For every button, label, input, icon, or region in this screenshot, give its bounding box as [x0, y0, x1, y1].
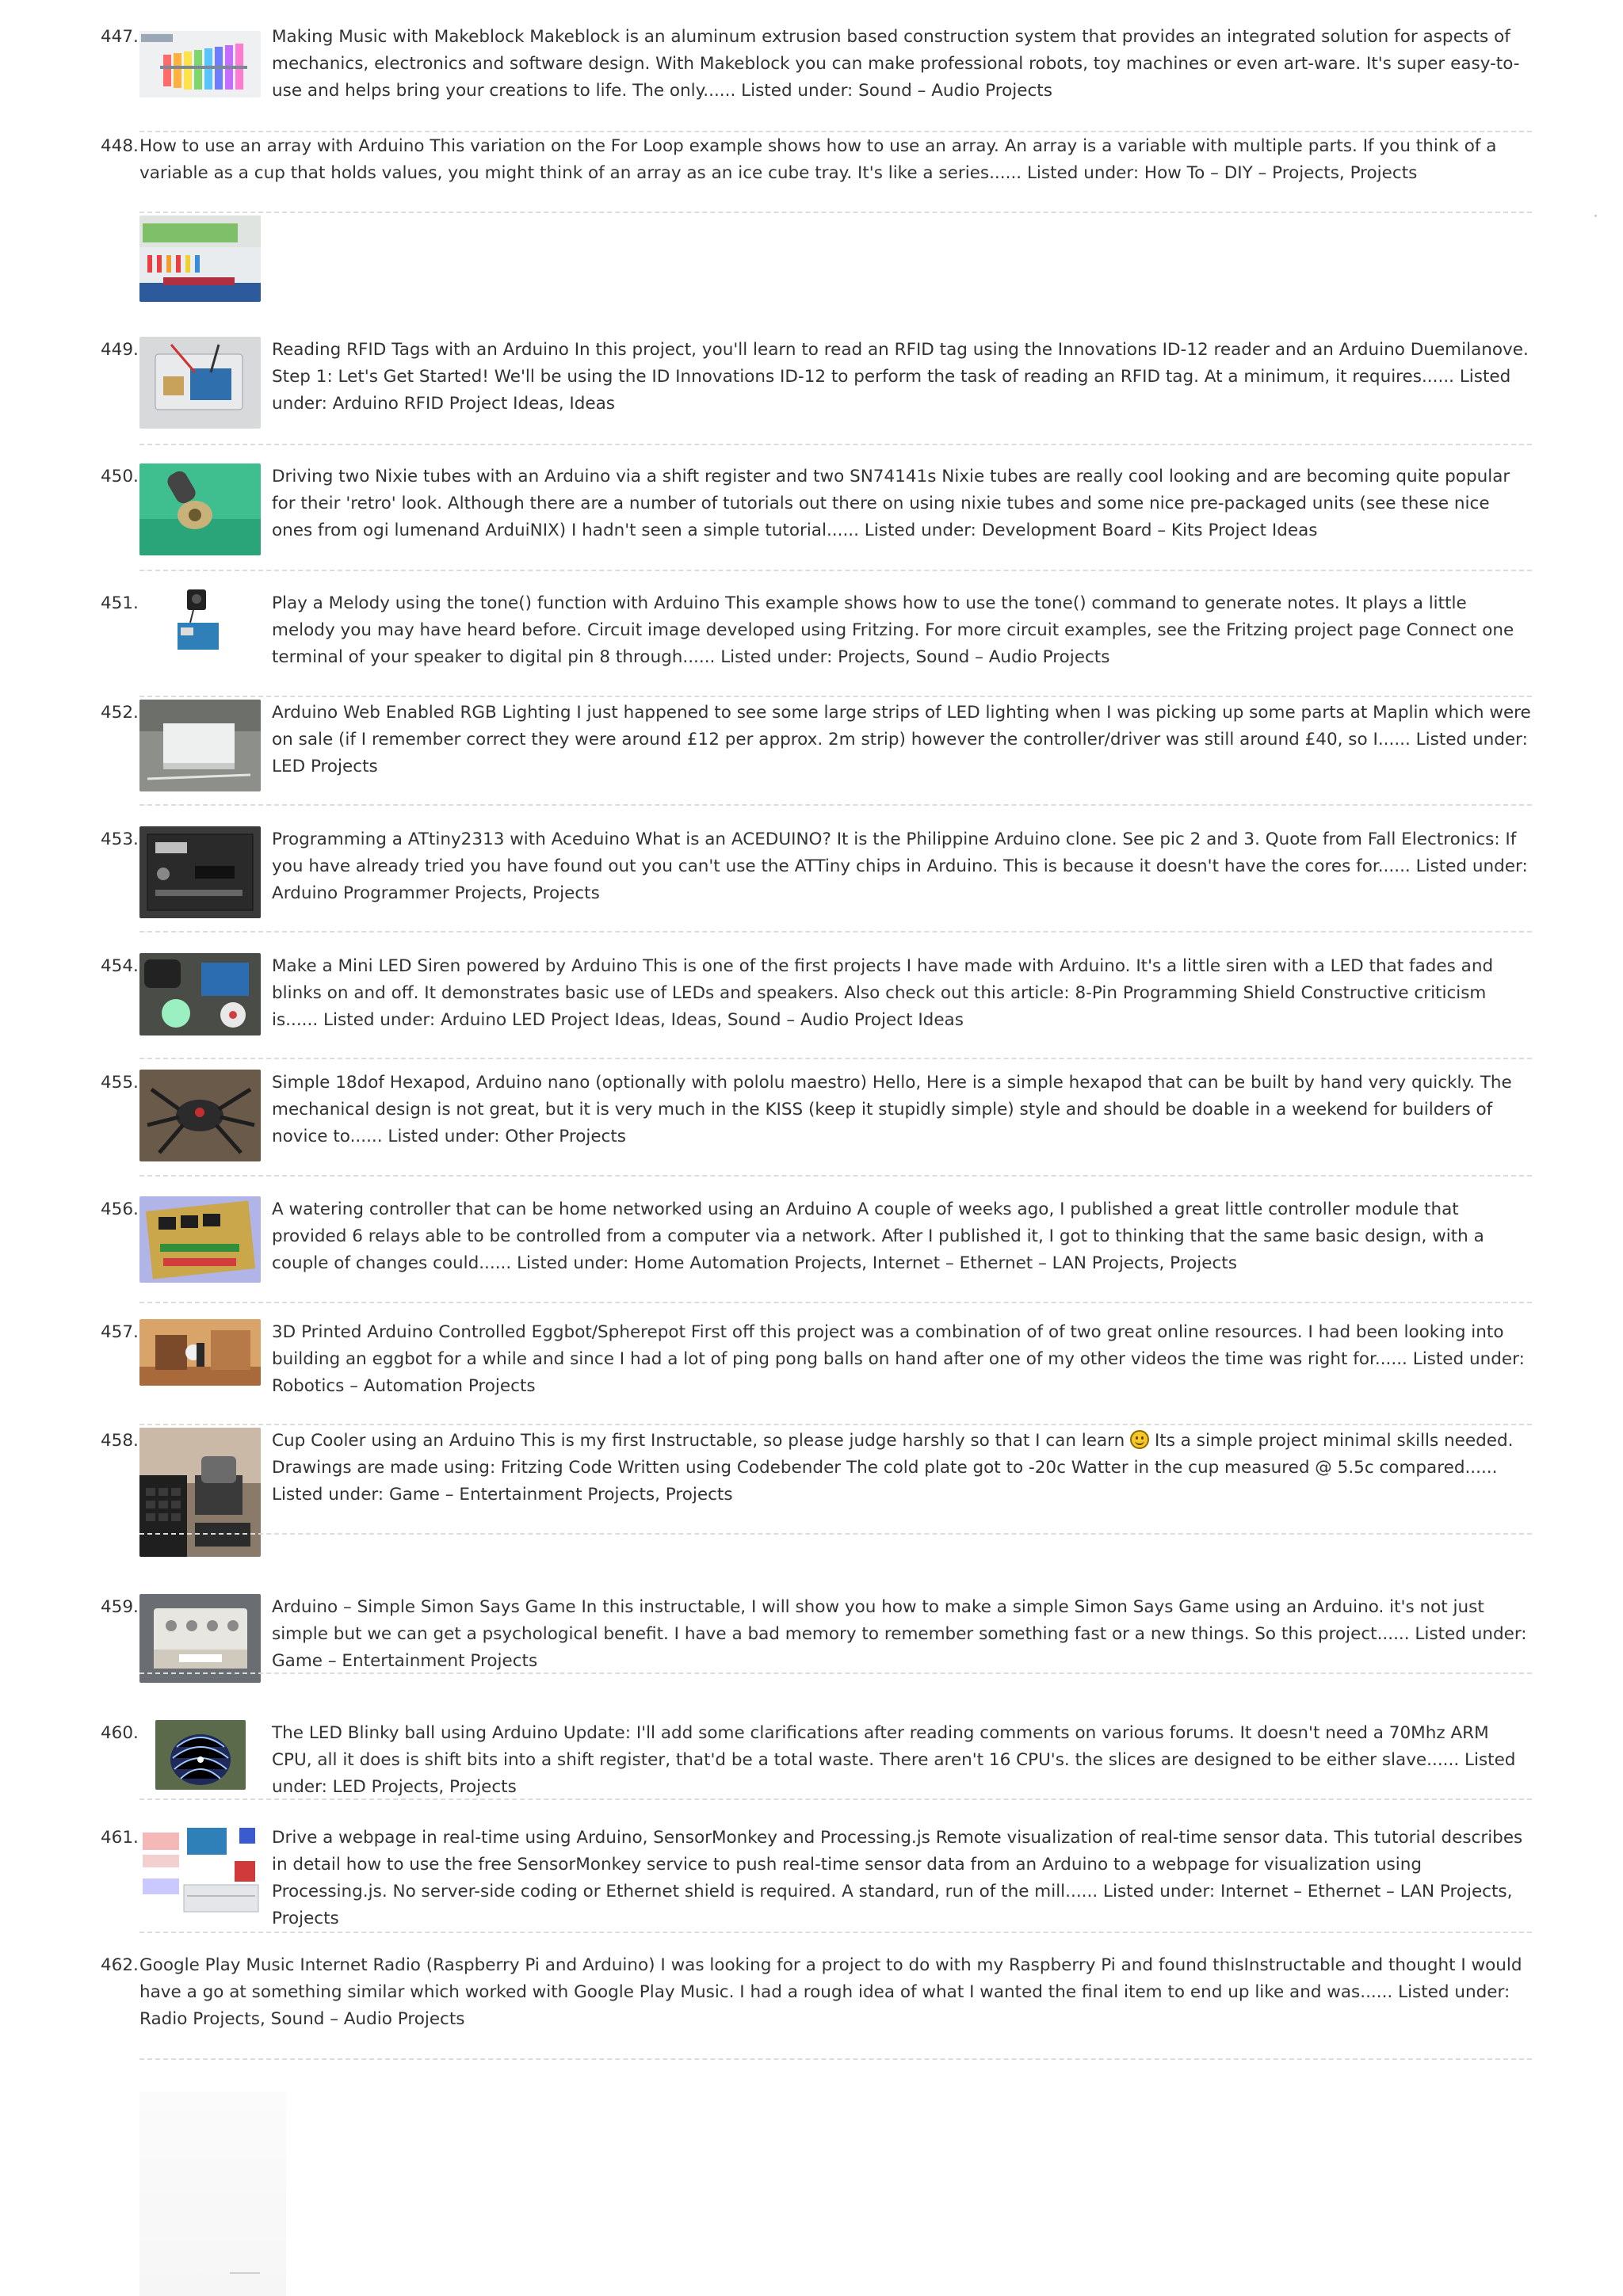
hexapod-thumbnail[interactable] [139, 1070, 261, 1161]
breadboard-leds-thumbnail[interactable] [139, 215, 261, 302]
separator [139, 1672, 1532, 1674]
entry-number: 451. [101, 593, 139, 613]
sensor-dashboard-thumbnail[interactable] [139, 1825, 261, 1917]
speaker-arduino-thumbnail[interactable] [173, 588, 227, 654]
entry-number: 457. [101, 1322, 139, 1342]
rfid-reader-thumbnail[interactable] [139, 337, 261, 429]
entry-text-start: Cup Cooler using an Arduino This is my first Instructable, so please judge harshly so that I can learn [272, 1431, 1125, 1451]
separator [139, 2058, 1532, 2060]
cup-cooler-thumbnail[interactable] [139, 1428, 261, 1557]
white-box-thumbnail[interactable] [139, 700, 261, 791]
entry-number: 460. [101, 1723, 139, 1743]
led-ball-thumbnail[interactable] [155, 1720, 246, 1790]
entry-text[interactable]: 3D Printed Arduino Controlled Eggbot/Spherepot First off this project was a combination of of two great online resources. I had been looking into building an eggbot for a while and since I had a lot of ping pong balls on hand after one of my other videos the time was right for...... Listed under: Robotics – Automation Projects [272, 1322, 1525, 1396]
entry-number: 447. [101, 27, 139, 47]
entry-text[interactable]: Reading RFID Tags with an Arduino In this project, you'll learn to read an RFID tag using the Innovations ID-12 reader and an Arduino Duemilanove. Step 1: Let's Get Started! We'll be using the ID Innovations ID-12 to perform the task of reading an RFID tag. At a minimum, it requires...... Listed under: Arduino RFID Project Ideas, Ideas [272, 340, 1529, 414]
separator [139, 1175, 1532, 1177]
entry-number: 452. [101, 703, 139, 723]
entry-text[interactable]: Programming a ATtiny2313 with Aceduino What is an ACEDUINO? It is the Philippine Arduino clone. See pic 2 and 3. Quote from Fall Electronics: If you have already tried you have found out you can't use the ATTiny chips in Arduino. This is because it doesn't have the cores for...... Listed under: Arduino Programmer Projects, Projects [272, 830, 1528, 903]
separator [139, 804, 1532, 806]
entry-text[interactable]: Arduino – Simple Simon Says Game In this instructable, I will show you how to make a simple Simon Says Game using an Arduino. it's not just simple but we can get a psychological benefit. I have a bad memory to remember something fast or a new things. So this project...... Listed under: Game – Entertainment Projects [272, 1597, 1527, 1671]
entry-text[interactable]: Play a Melody using the tone() function with Arduino This example shows how to use the tone() command to generate notes. It plays a little melody you may have heard before. Circuit image developed using Fritzing. For more circuit examples, see the Fritzing project page Connect one terminal of your speaker to digital pin 8 through...... Listed under: Projects, Sound – Audio Projects [272, 593, 1514, 667]
entry-number: 455. [101, 1073, 139, 1093]
entry-number: 453. [101, 830, 139, 849]
entry-number: 449. [101, 340, 139, 360]
entry-text[interactable]: A watering controller that can be home networked using an Arduino A couple of weeks ago, I published a great little controller module that provided 6 relays able to be controlled from a computer via a network. After I published it, I got to thinking that the same basic design, with a couple of changes could...... Listed under: Home Automation Projects, Internet – Ethernet – LAN Projects, Projects [272, 1199, 1484, 1273]
separator [139, 1533, 1532, 1535]
entry-number: 461. [101, 1828, 139, 1848]
entry-number: 454. [101, 956, 139, 976]
entry-number: 462. [101, 1955, 139, 1975]
entry-text[interactable]: Driving two Nixie tubes with an Arduino via a shift register and two SN74141s Nixie tubes are really cool looking and are becoming quite popular for their 'retro' look. Although there are a number of tutorials out there on using nixie tubes and some nice pre-packaged units (see these nice ones from ogi lumenand ArduiNIX) I hadn't seen a simple tutorial...... Listed under: Development Board – Kits Project Ideas [272, 467, 1510, 540]
entry-text[interactable]: Make a Mini LED Siren powered by Arduino This is one of the first projects I have made with Arduino. It's a little siren with a LED that fades and blinks on and off. It demonstrates basic use of LEDs and speakers. Also check out this article: 8-Pin Programming Shield Constructive criticism is...... Listed under: Arduino LED Project Ideas, Ideas, Sound – Audio Project Ideas [272, 956, 1494, 1030]
separator [139, 1058, 1532, 1059]
separator [139, 1932, 1532, 1933]
edge-mark [1594, 215, 1597, 217]
eggbot-thumbnail[interactable] [139, 1319, 261, 1386]
entry-number: 456. [101, 1199, 139, 1219]
entry-text[interactable]: Simple 18dof Hexapod, Arduino nano (optionally with pololu maestro) Hello, Here is a simple hexapod that can be built by hand very quickly. The mechanical design is not great, but it is very much in the KISS (keep it stupidly simple) style and should be doable in a weekend for builders of novice to...... Listed under: Other Projects [272, 1073, 1512, 1146]
entry-text[interactable]: Google Play Music Internet Radio (Raspberry Pi and Arduino) I was looking for a project to do with my Raspberry Pi and found thisInstructable and thought I would have a go at something similar which worked with Google Play Music. I had a rough idea of what I wanted the final item to end up like and was...... Listed under: Radio Projects, Sound – Audio Projects [139, 1955, 1522, 2029]
faded-placeholder [139, 2092, 286, 2296]
entry-text[interactable]: Arduino Web Enabled RGB Lighting I just happened to see some large strips of LED lighting when I was picking up some parts at Maplin which were on sale (if I remember correct they were around £12 per approx. 2m strip) however the controller/driver was still around £40, so I...... Listed under: LED Projects [272, 703, 1531, 776]
separator [139, 1798, 1532, 1800]
entry-text[interactable] [272, 1428, 1532, 1508]
entry-number: 448. [101, 136, 139, 156]
separator [139, 570, 1532, 571]
entry-number: 459. [101, 1597, 139, 1617]
separator [139, 931, 1532, 933]
separator [139, 1424, 1532, 1425]
entry-text[interactable]: Making Music with Makeblock Makeblock is an aluminum extrusion based construction system that provides an integrated solution for aspects of mechanics, electronics and software design. With Makeblock you can make professional robots, toy machines or even art-ware. It's super easy-to-use and helps bring your creations to life. The only...... Listed under: Sound – Audio Projects [272, 27, 1520, 101]
separator [139, 1302, 1532, 1303]
nixie-tube-thumbnail[interactable] [139, 463, 261, 555]
separator [139, 212, 1532, 213]
entry-text[interactable]: Drive a webpage in real-time using Arduino, SensorMonkey and Processing.js Remote visualization of real-time sensor data. This tutorial describes in detail how to use the free SensorMonkey service to push real-time sensor data from an Arduino to a webpage for visualization using Processing.js. No server-side coding or Ethernet shield is required. A standard, run of the mill...... Listed under: Internet – Ethernet – LAN Projects, Projects [272, 1828, 1523, 1928]
simon-says-box-thumbnail[interactable] [139, 1594, 261, 1683]
xylophone-thumbnail[interactable] [139, 31, 261, 97]
faded-divider [230, 2272, 260, 2274]
separator [139, 696, 1532, 697]
smiley-icon [1130, 1430, 1149, 1449]
entry-text[interactable]: How to use an array with Arduino This variation on the For Loop example shows how to use an array. An array is a variable with multiple parts. If you think of a variable as a cup that holds values, you might think of an array as an ice cube tray. It's like a series...... Listed under: How To – DIY – Projects, Projects [139, 136, 1497, 183]
separator [139, 131, 1532, 132]
separator [139, 444, 1532, 445]
entry-text-end: Its a simple project minimal skills needed. Drawings are made using: Fritzing Code Written using Codebender The cold plate got to -20c Watter in the cup measured @ 5.5c compared...... Listed under: Game – Entertainment Projects, Projects [272, 1431, 1514, 1505]
entry-number: 450. [101, 467, 139, 486]
led-siren-thumbnail[interactable] [139, 953, 261, 1035]
aceduino-board-thumbnail[interactable] [139, 826, 261, 918]
entry-text[interactable]: The LED Blinky ball using Arduino Update: I'll add some clarifications after reading comments on various forums. It doesn't need a 70Mhz ARM CPU, all it does is shift bits into a shift register, that'd be a total waste. There aren't 16 CPU's. the slices are designed to be either slave...... Listed under: LED Projects, Projects [272, 1723, 1516, 1797]
relay-board-thumbnail[interactable] [139, 1196, 261, 1283]
entry-number: 458. [101, 1431, 139, 1451]
